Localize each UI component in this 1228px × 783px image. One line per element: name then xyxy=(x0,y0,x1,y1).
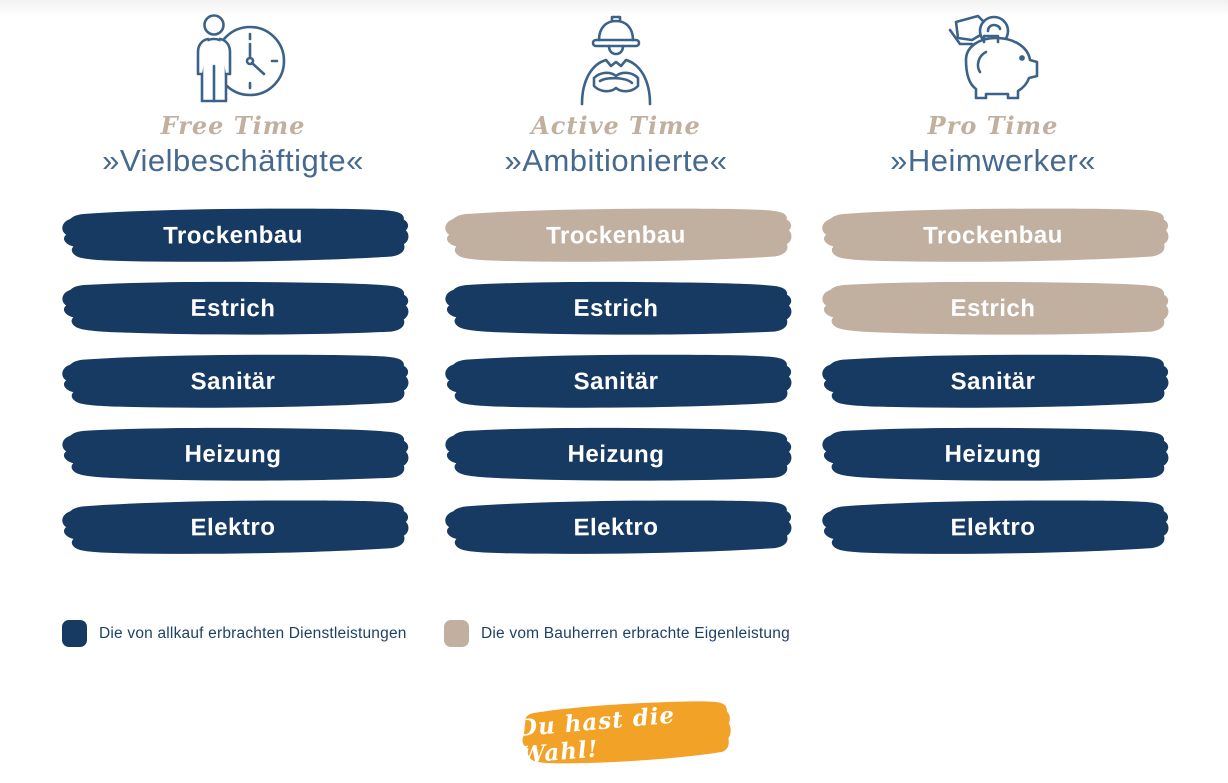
category-bar xyxy=(821,425,1165,484)
bar-label: Estrich xyxy=(950,294,1036,322)
bar-label: Trockenbau xyxy=(546,221,686,249)
bar-label: Estrich xyxy=(573,294,659,322)
column-active-time xyxy=(444,8,788,556)
bar-label: Sanitär xyxy=(950,367,1036,395)
category-bar xyxy=(61,279,405,338)
legend-label: Die von allkauf erbrachten Dienstleistungen xyxy=(99,624,407,642)
category-bar xyxy=(821,206,1165,265)
bar-label: Trockenbau xyxy=(163,221,303,249)
bar-label: Elektro xyxy=(190,513,276,541)
bar-list xyxy=(821,207,1165,556)
category-bar xyxy=(821,497,1166,557)
legend-swatch-navy xyxy=(62,620,87,647)
legend-item-self xyxy=(444,620,790,647)
badge-label: Du hast die Wahl! xyxy=(516,701,677,770)
bar-label: Heizung xyxy=(567,440,665,468)
column-free-time xyxy=(61,8,405,556)
column-title: »Vielbeschäftigte« xyxy=(102,143,364,178)
person-clock-icon xyxy=(61,8,405,106)
category-bar xyxy=(444,425,788,484)
legend-swatch-beige xyxy=(444,620,469,647)
category-bar xyxy=(444,497,789,557)
category-bar xyxy=(821,352,1165,411)
column-title: »Ambitionierte« xyxy=(504,143,728,178)
bar-label: Trockenbau xyxy=(923,221,1063,249)
bar-label: Elektro xyxy=(573,513,659,541)
category-bar xyxy=(61,497,406,557)
category-bar xyxy=(61,425,405,484)
legend-label: Die vom Bauherren erbrachte Eigenleistung xyxy=(481,624,790,642)
category-bar xyxy=(444,206,788,265)
category-bar xyxy=(444,352,788,411)
bar-label: Sanitär xyxy=(573,367,659,395)
bar-list xyxy=(444,207,788,556)
category-bar xyxy=(61,206,405,265)
script-label: Active Time xyxy=(531,111,701,140)
script-label: Pro Time xyxy=(927,111,1059,140)
legend-item-service xyxy=(62,620,407,647)
bar-label: Elektro xyxy=(950,513,1036,541)
category-bar xyxy=(821,279,1165,338)
bar-list xyxy=(61,207,405,556)
piggy-bank-icon xyxy=(821,8,1165,106)
bar-label: Sanitär xyxy=(190,367,276,395)
bar-label: Heizung xyxy=(944,440,1042,468)
choice-badge xyxy=(517,696,733,769)
column-title: »Heimwerker« xyxy=(890,143,1096,178)
category-bar xyxy=(61,352,405,411)
construction-worker-icon xyxy=(444,8,788,106)
column-pro-time xyxy=(821,8,1165,556)
bar-label: Heizung xyxy=(184,440,282,468)
script-label: Free Time xyxy=(160,111,306,140)
category-bar xyxy=(444,279,788,338)
bar-label: Estrich xyxy=(190,294,276,322)
